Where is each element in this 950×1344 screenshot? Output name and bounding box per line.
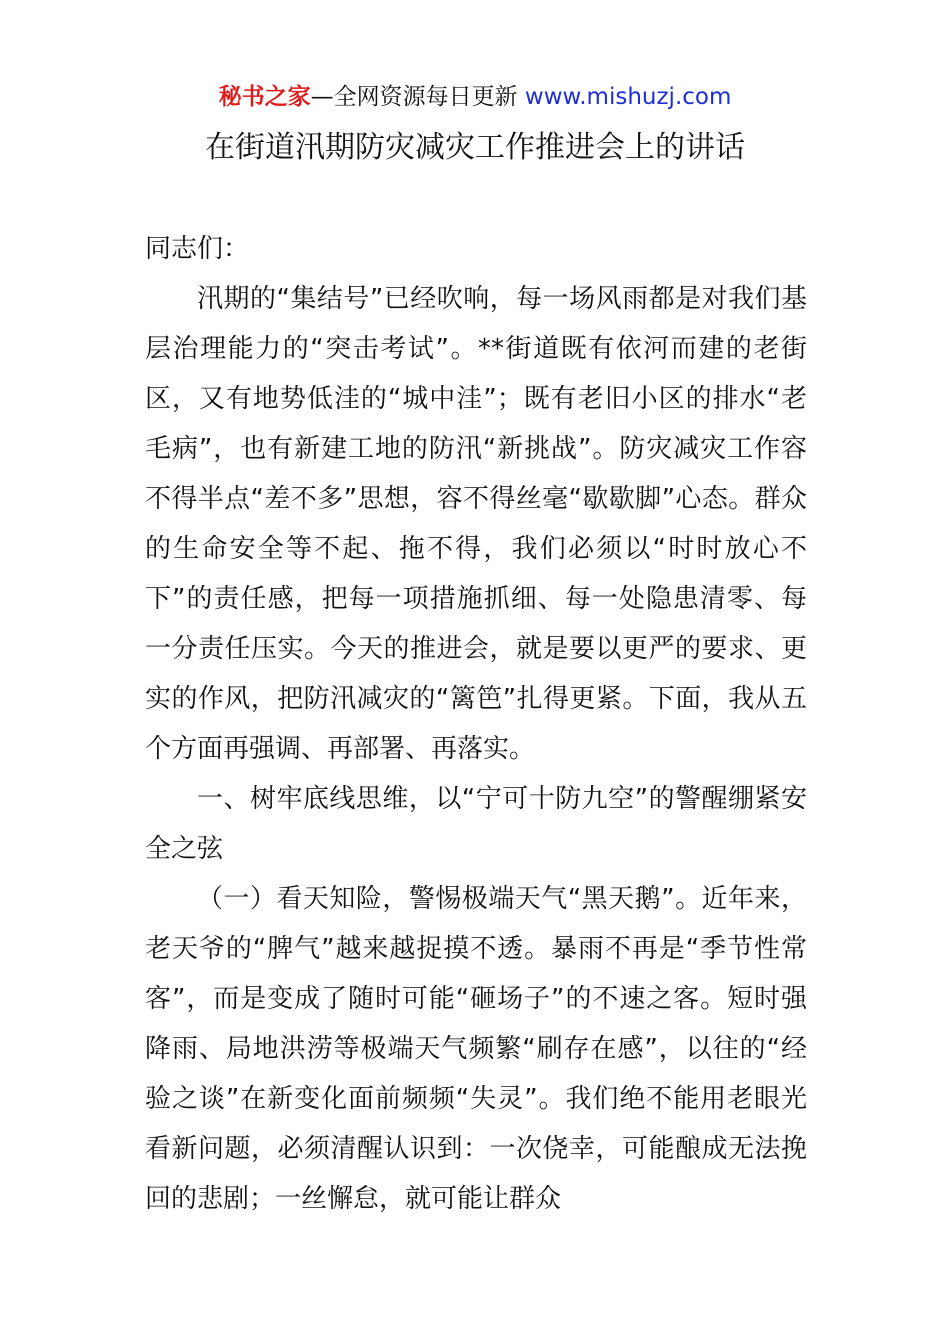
salutation: 同志们： — [145, 234, 250, 264]
section-heading: 一、树牢底线思维，以“宁可十防九空”的警醒绷紧安全之弦 — [145, 784, 807, 864]
paragraph: 汛期的“集结号”已经吹响，每一场风雨都是对我们基层治理能力的“突击考试”。**街道既有依河而建的老街区，又有地势低洼的“城中洼”；既有老旧小区的排水“老毛病”，也有新建工地的防汛“新挑战”。防灾减灾工作容不得半点“差不多”思想，容不得丝毫“歇歇脚”心态。群众的生命安全等不起、拖不得，我们必须以“时时放心不下”的责任感，把每一项措施抓细、每一处隐患清零、每一分责任压实。今天的推进会，就是要以更严的要求、更实的作风，把防汛减灾的“篱笆”扎得更紧。下面，我从五个方面再强调、再部署、再落实。 — [145, 284, 807, 764]
paragraph: （一）看天知险，警惕极端天气“黑天鹅”。近年来，老天爷的“脾气”越来越捉摸不透。暴雨不再是“季节性常客”，而是变成了随时可能“砸场子”的不速之客。短时强降雨、局地洪涝等极端天气频繁“刷存在感”，以往的“经验之谈”在新变化面前频频“失灵”。我们绝不能用老眼光看新问题，必须清醒认识到：一次侥幸，可能酿成无法挽回的悲剧；一丝懈怠，就可能让群众 — [145, 884, 807, 1214]
document-title: 在街道汛期防灾减灾工作推进会上的讲话 — [205, 130, 745, 165]
site-header — [0, 80, 950, 114]
brand-name: 秘书之家 — [218, 84, 311, 110]
document-body — [145, 224, 807, 1224]
header-slogan: —全网资源每日更新 — [310, 84, 518, 110]
site-url-link[interactable]: www.mishuzj.com — [517, 84, 732, 110]
